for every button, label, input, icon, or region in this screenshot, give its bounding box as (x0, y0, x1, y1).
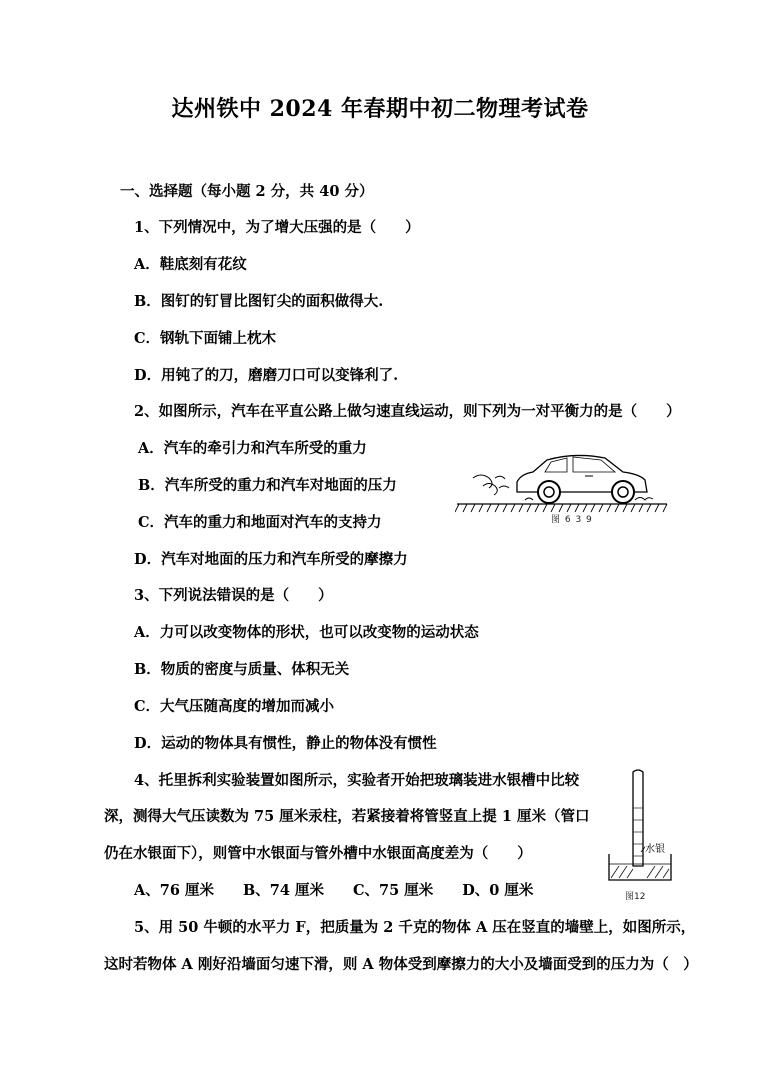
q5-line-1: 5、用 50 牛顿的水平力 F，把质量为 2 千克的物体 A 压在竖直的墙壁上，如图所示， (134, 919, 696, 936)
q3-option-c: C．大气压随高度的增加而减小 (134, 698, 335, 715)
q1-option-a: A．鞋底刻有花纹 (134, 256, 247, 273)
torricelli-drawing (605, 768, 675, 888)
q4-options: A、76 厘米 B、74 厘米 C、75 厘米 D、0 厘米 (134, 882, 534, 899)
car-figure (455, 448, 670, 530)
mercury-label: 水银 (645, 840, 665, 855)
q1-option-b: B．图钉的钉冒比图钉尖的面积做得大. (134, 293, 384, 310)
q1-option-c: C．钢轨下面铺上枕木 (134, 330, 277, 347)
q1-stem: 1、下列情况中，为了增大压强的是（ ） (134, 219, 420, 236)
q3-option-b: B．物质的密度与质量、体积无关 (134, 661, 350, 678)
q2-option-a: A．汽车的牵引力和汽车所受的重力 (138, 440, 367, 457)
q1-option-d: D．用钝了的刀，磨磨刀口可以变锋利了. (134, 367, 399, 384)
q4-line-3: 仍在水银面下），则管中水银面与管外槽中水银面高度差为（ ） (104, 845, 532, 862)
q4-line-2: 深，测得大气压读数为 75 厘米汞柱，若紧接着将管竖直上提 1 厘米（管口 (104, 808, 590, 825)
car-figure-label: 图 6 3 9 (551, 515, 593, 525)
exam-title: 达州铁中 2024 年春期中初二物理考试卷 (171, 96, 589, 122)
q3-stem: 3、下列说法错误的是（ ） (134, 587, 333, 604)
q3-option-a: A．力可以改变物体的形状，也可以改变物的运动状态 (134, 624, 479, 641)
section-heading: 一、选择题（每小题 2 分，共 40 分） (120, 183, 374, 200)
q3-option-d: D．运动的物体具有惯性，静止的物体没有惯性 (134, 735, 437, 752)
q2-stem: 2、如图所示，汽车在平直公路上做匀速直线运动，则下列为一对平衡力的是（ ） (134, 403, 681, 420)
q2-option-c: C．汽车的重力和地面对汽车的支持力 (138, 514, 382, 531)
q2-option-d: D．汽车对地面的压力和汽车所受的摩擦力 (134, 551, 408, 568)
q4-line-1: 4、托里拆利实验装置如图所示，实验者开始把玻璃装进水银槽中比较 (134, 772, 580, 789)
torricelli-figure-label: 图12 (625, 892, 646, 902)
q5-line-2: 这时若物体 A 刚好沿墙面匀速下滑，则 A 物体受到摩擦力的大小及墙面受到的压力为（ ） (104, 956, 698, 973)
q2-option-b: B．汽车所受的重力和汽车对地面的压力 (138, 477, 397, 494)
torricelli-figure (605, 768, 675, 902)
